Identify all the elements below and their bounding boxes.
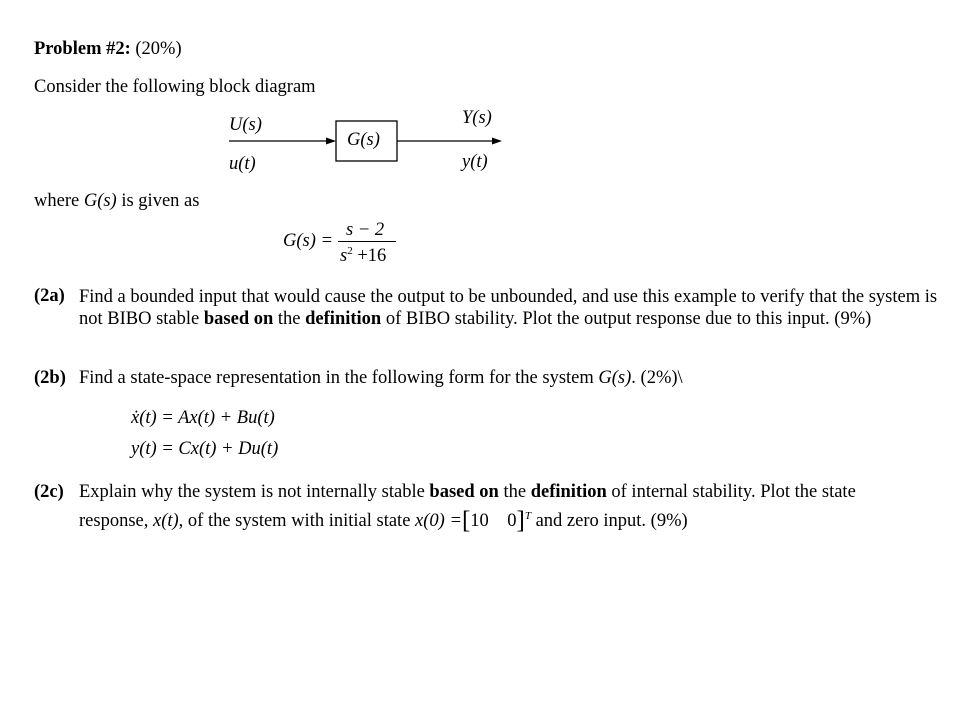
equation-denominator: [340, 246, 386, 267]
q2c-line2-mid: , of the system with initial state: [178, 511, 416, 531]
q2c-part3: of internal stability. Plot the state: [606, 482, 856, 502]
q2a-part3: of BIBO stability. Plot the output response due to this input. (9%): [381, 309, 872, 329]
q2c-bracket-close: ]: [516, 507, 525, 534]
where-prefix: where: [34, 191, 80, 211]
denominator-rest: +16: [352, 246, 387, 266]
q2c-bracket-open: [: [461, 507, 471, 534]
output-equation: y(t) = Cx(t) + Du(t): [131, 439, 279, 459]
equation-lhs: G(s) =: [283, 231, 333, 251]
q2c-bold1: based on: [429, 482, 499, 502]
q2c-x0: x(0) =: [415, 511, 462, 531]
intro-text: Consider the following block diagram: [34, 77, 316, 97]
block-label: G(s): [347, 130, 380, 150]
fraction-bar: [338, 241, 396, 242]
state-equation: [131, 408, 275, 429]
q2a-part2: the: [273, 309, 306, 329]
where-line: [34, 191, 199, 212]
state-equation-rest: (t) = Ax(t) + Bu(t): [139, 408, 275, 428]
q2b-text: [79, 368, 683, 389]
q2c-line2: [79, 507, 688, 534]
problem-weight: (20%): [135, 39, 182, 59]
where-suffix: is given as: [121, 191, 200, 211]
q2c-bold2: definition: [530, 482, 607, 502]
q2c-line2-end: and zero input. (9%): [530, 511, 688, 531]
q2c-part2: the: [498, 482, 531, 502]
denominator-base: s: [340, 246, 348, 266]
where-symbol: G(s): [83, 191, 117, 211]
q2a-bold1: based on: [203, 309, 274, 329]
q2a-label: (2a): [34, 286, 65, 306]
problem-title-label: Problem #2:: [34, 39, 131, 59]
q2c-label: (2c): [34, 482, 64, 502]
q2c-transpose: T: [524, 510, 531, 522]
state-equation-xdot: ẋ: [131, 408, 140, 428]
q2a-part1: Find a bounded input that would cause the output to be unbounded, and use this example to verify that the system is not BIBO stable: [79, 287, 938, 329]
q2c-vector: 10 0: [470, 511, 517, 531]
q2a-text: [79, 286, 939, 330]
q2b-text-main: Find a state-space representation in the following form for the system: [79, 368, 594, 388]
denominator-exponent: 2: [347, 245, 353, 257]
equation-numerator: s − 2: [346, 220, 385, 240]
q2a-bold2: definition: [305, 309, 382, 329]
q2b-label: (2b): [34, 368, 66, 388]
input-laplace-label: U(s): [229, 115, 262, 135]
output-time-label: y(t): [462, 152, 488, 172]
problem-title: [34, 39, 182, 60]
q2c-part1: Explain why the system is not internally stable: [79, 482, 430, 502]
input-time-label: u(t): [229, 154, 256, 174]
input-arrow: [229, 138, 336, 145]
output-arrow: [397, 138, 502, 145]
q2b-suffix: . (2%)\: [631, 368, 683, 388]
output-laplace-label: Y(s): [462, 108, 492, 128]
q2c-line2-start: response,: [79, 511, 153, 531]
q2c-line1: [79, 482, 856, 503]
q2c-x-t: x(t): [152, 511, 179, 531]
q2b-symbol: G(s): [598, 368, 632, 388]
